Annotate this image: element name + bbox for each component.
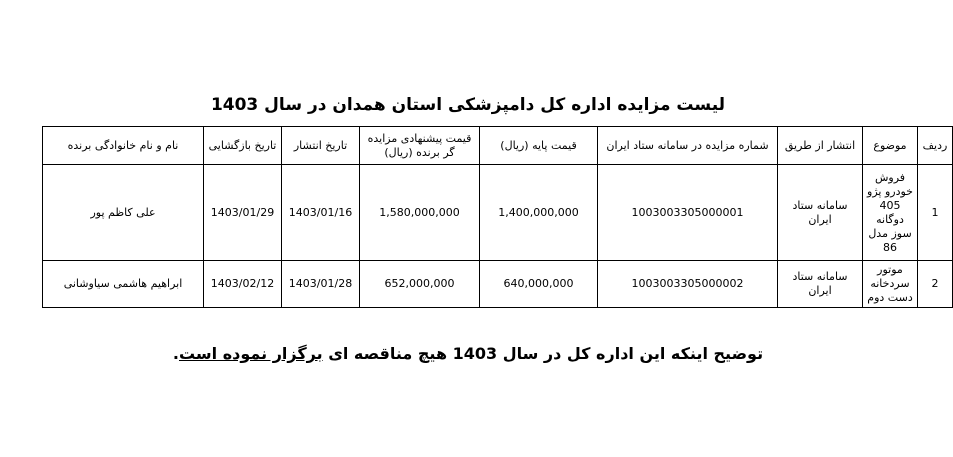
table-header-row	[43, 127, 953, 165]
cell-row-number: 2	[918, 261, 953, 308]
footnote-underlined: برگزار نموده است	[178, 344, 323, 363]
header-row-number: ردیف	[918, 127, 953, 165]
cell-subject: موتور سردخانه دست دوم	[863, 261, 918, 308]
header-publish-date: تاریخ انتشار	[282, 127, 360, 165]
cell-published-via: سامانه ستاد ایران	[778, 261, 863, 308]
cell-winning-bid: 652,000,000	[360, 261, 480, 308]
header-subject: موضوع	[863, 127, 918, 165]
cell-base-price: 1,400,000,000	[480, 165, 598, 261]
cell-subject: فروش خودرو پژو 405 دوگانه سوز مدل 86	[863, 165, 918, 261]
cell-winner-name: ابراهیم هاشمی سیاوشانی	[43, 261, 204, 308]
cell-publish-date: 1403/01/28	[282, 261, 360, 308]
cell-winner-name: علی کاظم پور	[43, 165, 204, 261]
header-published-via: انتشار از طریق	[778, 127, 863, 165]
table-row	[43, 165, 953, 261]
cell-row-number: 1	[918, 165, 953, 261]
auction-table	[42, 126, 953, 308]
header-winner-name: نام و نام خانوادگی برنده	[43, 127, 204, 165]
cell-auction-number: 1003003305000002	[598, 261, 778, 308]
cell-publish-date: 1403/01/16	[282, 165, 360, 261]
header-winning-bid: قیمت پیشنهادی مزایده گر برنده (ریال)	[360, 127, 480, 165]
footnote-text: توضیح اینکه این اداره کل در سال 1403 هیچ مناقصه ای	[322, 344, 764, 363]
cell-winning-bid: 1,580,000,000	[360, 165, 480, 261]
header-base-price: قیمت پایه (ریال)	[480, 127, 598, 165]
header-auction-number: شماره مزایده در سامانه ستاد ایران	[598, 127, 778, 165]
cell-base-price: 640,000,000	[480, 261, 598, 308]
cell-opening-date: 1403/01/29	[204, 165, 282, 261]
cell-published-via: سامانه ستاد ایران	[778, 165, 863, 261]
footnote-period: .	[172, 344, 179, 363]
cell-auction-number: 1003003305000001	[598, 165, 778, 261]
table-row	[43, 261, 953, 308]
cell-opening-date: 1403/02/12	[204, 261, 282, 308]
header-opening-date: تاریخ بازگشایی	[204, 127, 282, 165]
page-title: لیست مزایده اداره کل دامپزشکی استان همدان در سال 1403	[210, 95, 726, 115]
footnote	[0, 342, 936, 366]
